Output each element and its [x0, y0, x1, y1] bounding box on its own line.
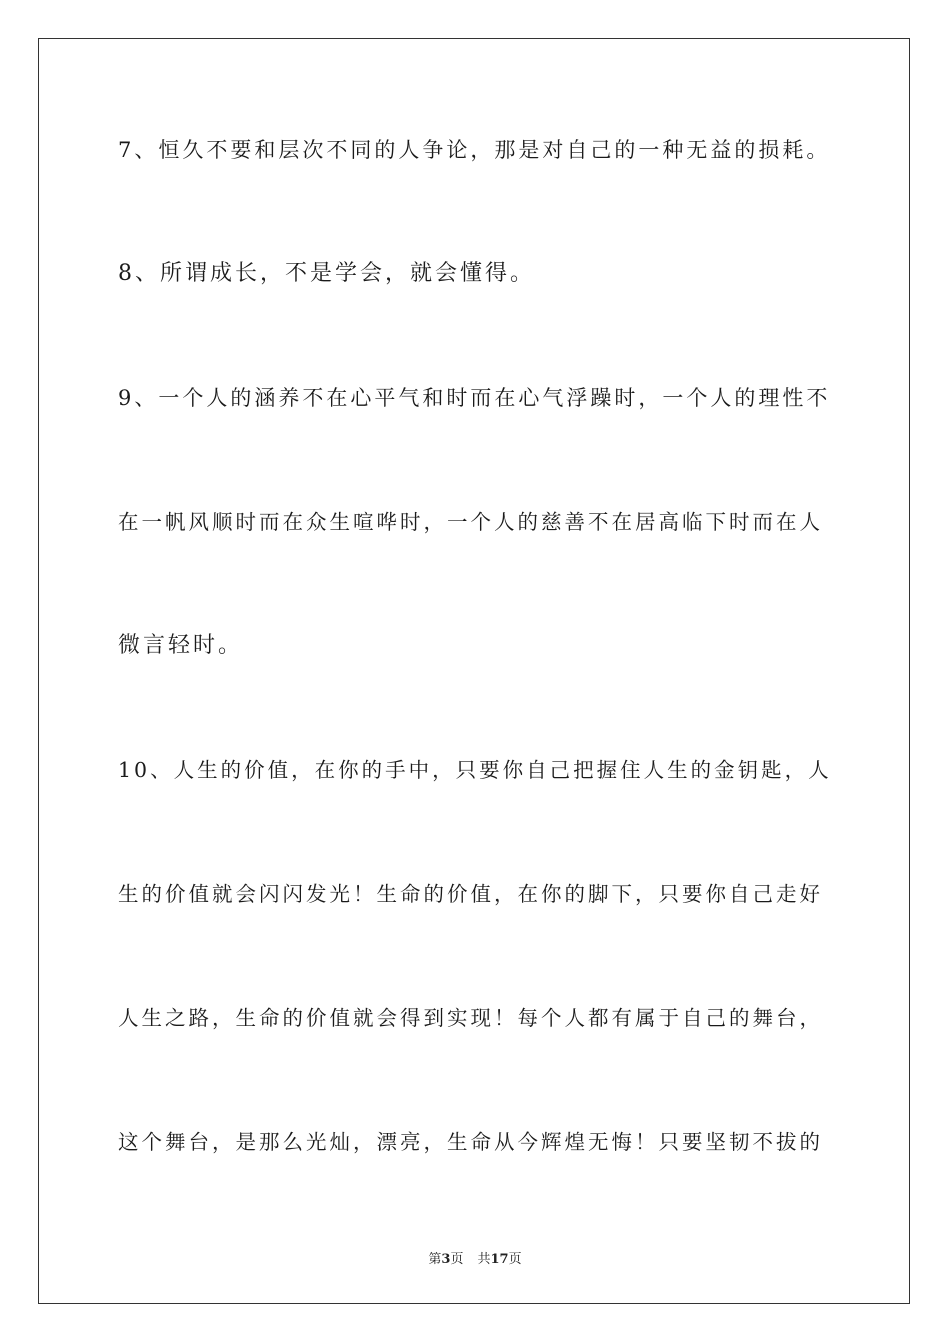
footer-total-suffix: 页	[508, 1252, 522, 1267]
text-line-3: 9、一个人的涵养不在心平气和时而在心气浮躁时，一个人的理性不	[118, 386, 831, 410]
page-border	[38, 38, 910, 1304]
text-line-4: 在一帆风顺时而在众生喧哗时，一个人的慈善不在居高临下时而在人	[118, 510, 823, 534]
text-line-9: 这个舞台，是那么光灿，漂亮，生命从今辉煌无悔！只要坚韧不拔的	[118, 1130, 823, 1154]
text-line-5: 微言轻时。	[118, 633, 244, 658]
page-footer	[0, 1248, 950, 1267]
text-line-7: 生的价值就会闪闪发光！生命的价值，在你的脚下，只要你自己走好	[118, 882, 823, 906]
footer-total-prefix: 共	[477, 1252, 491, 1267]
footer-page-prefix: 第	[428, 1252, 442, 1267]
footer-page-suffix: 页	[450, 1252, 464, 1267]
footer-page-total: 17	[490, 1252, 509, 1267]
footer-page-current: 3	[441, 1252, 451, 1267]
text-line-6: 10、人生的价值，在你的手中，只要你自己把握住人生的金钥匙，人	[118, 758, 832, 782]
text-line-8: 人生之路，生命的价值就会得到实现！每个人都有属于自己的舞台，	[118, 1006, 823, 1030]
text-line-2: 8、所谓成长，不是学会，就会懂得。	[118, 261, 535, 286]
text-line-1: 7、恒久不要和层次不同的人争论，那是对自己的一种无益的损耗。	[118, 138, 831, 162]
